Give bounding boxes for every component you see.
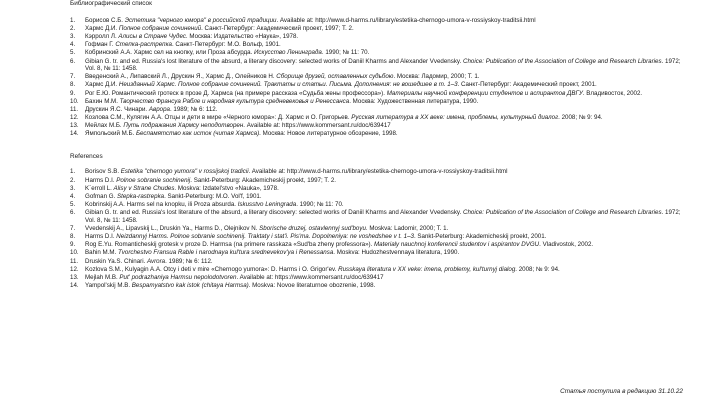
reference-text-part: Yampol'skij M.B. [85,281,132,289]
reference-item [70,130,682,138]
reference-text [85,58,681,73]
reference-text-part: Mejlah M.B. [85,273,120,281]
reference-title-italic: Tvorchestvo Fransua Rable i narodnaya kul'tura srednevekov'ya i Renessansa [118,249,334,257]
reference-text [85,241,593,248]
reference-text-part: Borisov S.B. [85,168,121,176]
reference-text-part: . 1972; Vol. 8, № 11: 1458. [85,209,681,224]
reference-text-part: Gibian G. tr. and ed. Russia's lost literature of the absurd, a literary discovery: selected works of Daniil Kharms and Alexander Vvedensky. [85,209,463,217]
reference-number: 8. [70,81,76,89]
reference-text [85,168,507,175]
reference-text [85,81,597,88]
reference-item [70,58,682,73]
reference-number: 11. [70,105,79,113]
reference-text-part: Кэрролл Л. [85,33,119,41]
reference-item [70,185,682,193]
reference-text-part: Хармс Д.И. [85,24,119,32]
reference-text [85,106,217,113]
reference-number: 3. [70,184,76,192]
reference-text [85,233,546,240]
reference-number: 3. [70,33,76,41]
reference-item [70,193,682,201]
reference-text-part: Vvedenskij A., Lipavskij L., Druskin Ya., Harms D., Olejnikov N. [85,224,260,232]
reference-title-italic: Estetika "chernogo yumora" v rossijskoj tradicii [120,168,249,176]
reference-item [70,282,682,290]
reference-number: 14. [70,281,79,289]
reference-text-part: Druskin Ya.S. Chinari. [85,257,148,265]
reference-text-part: Kobrinskij A.A. Harms sel na knopku, ili Proza absurda. [85,201,238,208]
reference-number: 13. [70,122,79,130]
reference-item [70,90,682,98]
reference-text-part: Гофман Г. [85,41,116,49]
reference-title-italic: Choice: Publication of the Association of College and Research Libraries [463,209,662,217]
reference-number: 4. [70,41,76,49]
reference-title-italic: Stepka-rastrepka [116,192,165,200]
reference-item [70,98,682,106]
reference-text [85,98,478,105]
reference-text-part: . Moskva: Izdatel'stvo «Nauka», 1978. [174,184,279,192]
reference-number: 5. [70,201,76,208]
reference-item [70,106,682,114]
reference-text [85,266,560,273]
reference-title-italic: Путь подражания Хармсу неподотворен [123,122,244,130]
reference-number: 9. [70,89,76,97]
reference-text-part: K`erroll L. [85,184,114,192]
reference-text [85,33,298,40]
reference-text-part: Рог Е.Ю. Романтический гротеск в прозе Д. Хармса (на примере рассказа «Судьба жены профессора»). [85,89,387,97]
reference-item [70,233,682,241]
reference-text [85,25,354,32]
reference-text [85,177,336,184]
reference-text [85,225,448,232]
reference-text [85,73,479,80]
references-list [70,168,682,289]
reference-text-part: . Москва: Издательство «Наука», 1978. [185,33,299,41]
reference-title-italic: Полное собрание сочинений [118,24,202,32]
reference-number: 12. [70,114,79,122]
reference-text [85,282,375,289]
reference-title-italic: Неизданный Хармс. Полное собрание сочинений. Трактаты и статьи. Письма. Дополнения: не вошедшее в т. 1–3 [118,81,458,89]
reference-number: 14. [70,130,79,138]
reference-text-part: . Available at: https://www.kommersant.ru/doc/639417 [236,273,384,281]
reference-number: 10. [70,249,79,257]
reference-text-part: Harms D.I. [85,233,117,241]
reference-text-part: Gibian G. tr. and ed. Russia's lost literature of the absurd, a literary discovery: selected works of Daniil Kharms and Alexander Vvedensky. [85,57,463,65]
reference-item [70,209,682,224]
reference-title-italic: Sborische druzej, ostavlennyj sud'boyu [259,224,366,232]
reference-item [70,258,682,266]
reference-number: 5. [70,49,76,57]
reference-title-italic: Степка-растрепка [115,41,172,49]
reference-item [70,274,682,282]
reference-item [70,114,682,122]
reference-item [70,177,682,185]
reference-text-part: . 1990; № 11: 70. [296,201,344,208]
reference-title-italic: Choice: Publication of the Association of College and Research Libraries [463,57,662,65]
document-page [70,0,682,290]
reference-title-italic: Сборище друзей, оставленных судьбою [276,73,394,81]
reference-title-italic: Искусство Ленинграда [254,49,322,57]
bibliography-heading: Библиографический список [70,0,152,7]
reference-number: 6. [70,57,76,65]
reference-text-part: Bahin M.M. [85,249,119,257]
reference-text-part: Ямпольский М.Б. [85,130,137,138]
reference-text [85,185,279,192]
reference-item [70,168,682,176]
reference-item [70,122,682,130]
reference-number: 13. [70,273,79,281]
reference-text [85,114,603,121]
reference-title-italic: Neizdannyj Harms. Polnoe sobranie sochinenij. Traktaty i stat'i. Pis'ma. Dopolneniya: ne voshedshee v t. 1–3 [116,233,414,241]
reference-item [70,225,682,233]
reference-item [70,25,682,33]
reference-text-part: Козлова С.М., Кулягин А.А. Отцы и дети в мире «Черного юмора»: Д. Хармс и О. Григорьев. [85,114,352,122]
reference-title-italic: Put' podrazhaniya Harmsu nepolodotvoren [119,273,237,281]
reference-text-part: . Available at: http://www.d-harms.ru/library/estetika-chernogo-umora-v-rossiyskoy-traditsii.html [276,16,536,24]
bibliography-list [70,17,682,138]
reference-number: 9. [70,241,76,249]
reference-text [85,209,681,224]
reference-text-part: Введенский А., Липавский Л., Друскин Я., Хармс Д., Олейников Н. [85,73,277,81]
reference-text-part: . Moskva: Novoe literaturnoe obozrenie, 1998. [248,281,376,289]
reference-number: 1. [70,16,76,24]
reference-number: 2. [70,24,76,32]
reference-number: 11. [70,257,79,265]
reference-text-part: . Москва: Художественная литература, 1990. [349,97,479,105]
reference-number: 2. [70,176,76,184]
reference-title-italic: Russkaya literatura v XX veke: imena, problemy, kul'turnyj dialog [338,265,516,273]
reference-item [70,73,682,81]
reference-item [70,41,682,49]
reference-title-italic: Alisy v Strane Chudes [113,184,175,192]
reference-text-part: Harms D.I. [85,176,117,184]
reference-number: 7. [70,224,76,232]
reference-text-part: . 1989; № 6: 112. [165,257,213,265]
reference-text-part: . Sankt-Peterburg: M.O. Vol'f, 1901. [164,192,262,200]
reference-text-part: Борисов С.Б. [85,16,125,24]
reference-text-part: Бахин М.М. [85,97,120,105]
references-heading: References [70,152,103,160]
reference-text [85,201,344,208]
reference-text-part: . Москва: Новое литературное обозрение, 1998. [259,130,398,138]
reference-text-part: . Available at: https://www.kommersant.ru/doc/639417 [243,122,391,130]
reference-text-part: . Sankt-Peterburg: Akademicheskij proekt, 2001. [413,233,547,241]
reference-item [70,201,682,209]
reference-number: 8. [70,233,76,241]
reference-title-italic: Творчество Франсуа Рабле и народная культура средневековья и Ренессанса [119,97,350,105]
reference-number: 10. [70,97,79,105]
reference-title-italic: Polnoe sobranie sochinenij [116,176,191,184]
reference-text-part: Rog E.Yu. Romanticheskij grotesk v proze D. Harmsa (na primere rasskaza «Sud'ba zheny professora»). [85,241,375,249]
reference-title-italic: Bespamyatstvo kak istok (chitaya Harmsa) [131,281,249,289]
received-date-note: Статья поступила в редакцию 31.10.22 [560,388,683,396]
reference-item [70,49,682,57]
reference-title-italic: Аврора [148,105,170,113]
reference-number: 7. [70,73,76,81]
reference-text-part: . 1990; № 11: 70. [321,49,370,57]
reference-text [85,130,398,137]
reference-text-part: Kozlova S.M., Kulyagin A.A. Otcy i deti v mire «Chernogo yumora»: D. Harms i O. Grigor'ev. [85,265,339,273]
reference-text-part: Gofman G. [85,192,117,200]
reference-text [85,49,369,56]
reference-text-part: Кобринский А.А. Хармс сел на кнопку, или Проза абсурда. [85,49,254,57]
reference-item [70,241,682,249]
reference-text [85,193,262,200]
reference-text-part: . Moskva: Hudozhestvennaya literatura, 1990. [333,249,460,257]
reference-title-italic: Беспамятство как исток (читая Хармса) [136,130,260,138]
reference-number: 6. [70,209,76,217]
reference-text [85,249,459,256]
reference-item [70,266,682,274]
reference-number: 1. [70,168,76,176]
reference-text-part: . Санкт-Петербург: Академический проект, 2001. [457,81,597,89]
reference-text-part: . 2008; № 9: 94. [515,265,560,273]
reference-item [70,33,682,41]
reference-item [70,17,682,25]
reference-title-italic: Iskusstvo Leningrada [237,201,297,208]
reference-text [85,274,384,281]
reference-text-part: Хармс Д.И. [85,81,119,89]
reference-number: 4. [70,192,76,200]
reference-text-part: . Sankt-Peterburg: Akademicheskij proekt, 1997; T. 2. [190,176,336,184]
reference-text [85,17,536,24]
reference-text-part: Друскин Я.С. Чинари. [85,105,149,113]
reference-text-part: . 1972; Vol. 8, № 11: 1458. [85,57,681,73]
reference-text-part: . 2008; № 9: 94. [558,114,603,122]
reference-title-italic: Materialy nauchnoj konferencii studentov i aspirantov DVGU [374,241,540,249]
reference-title-italic: Русская литература в XX веке: имена, проблемы, культурный диалог [351,114,559,122]
reference-text [85,41,281,48]
reference-title-italic: Эстетика "черного юмора" в российской традиции [124,16,277,24]
reference-text-part: . Владивосток, 2002. [582,89,643,97]
reference-text [85,90,642,97]
reference-text-part: . Санкт-Петербург: М.О. Вольф, 1901. [171,41,281,49]
reference-text [85,258,213,265]
reference-text-part: Мейлах М.Б. [85,122,124,130]
reference-text-part: . Available at: http://www.d-harms.ru/library/estetika-chernogo-umora-v-rossiyskoy-traditsii.html [248,168,508,176]
reference-title-italic: Материалы научной конференции студентов и аспирантов ДВГУ [386,89,583,97]
reference-title-italic: Avrora [147,257,166,265]
reference-title-italic: Алисы в Стране Чудес [118,33,186,41]
reference-item [70,81,682,89]
reference-text [85,122,391,129]
reference-text-part: . 1989; № 6: 112. [169,105,218,113]
reference-text-part: . Vladivostok, 2002. [539,241,594,249]
reference-text-part: . Санкт-Петербург: Академический проект, 1997; Т. 2. [201,24,354,32]
reference-text-part: . Москва: Ладомир, 2000; Т. 1. [393,73,480,81]
reference-number: 12. [70,265,79,273]
reference-item [70,249,682,257]
reference-text-part: . Moskva: Ladomir, 2000; T. 1. [365,224,449,232]
